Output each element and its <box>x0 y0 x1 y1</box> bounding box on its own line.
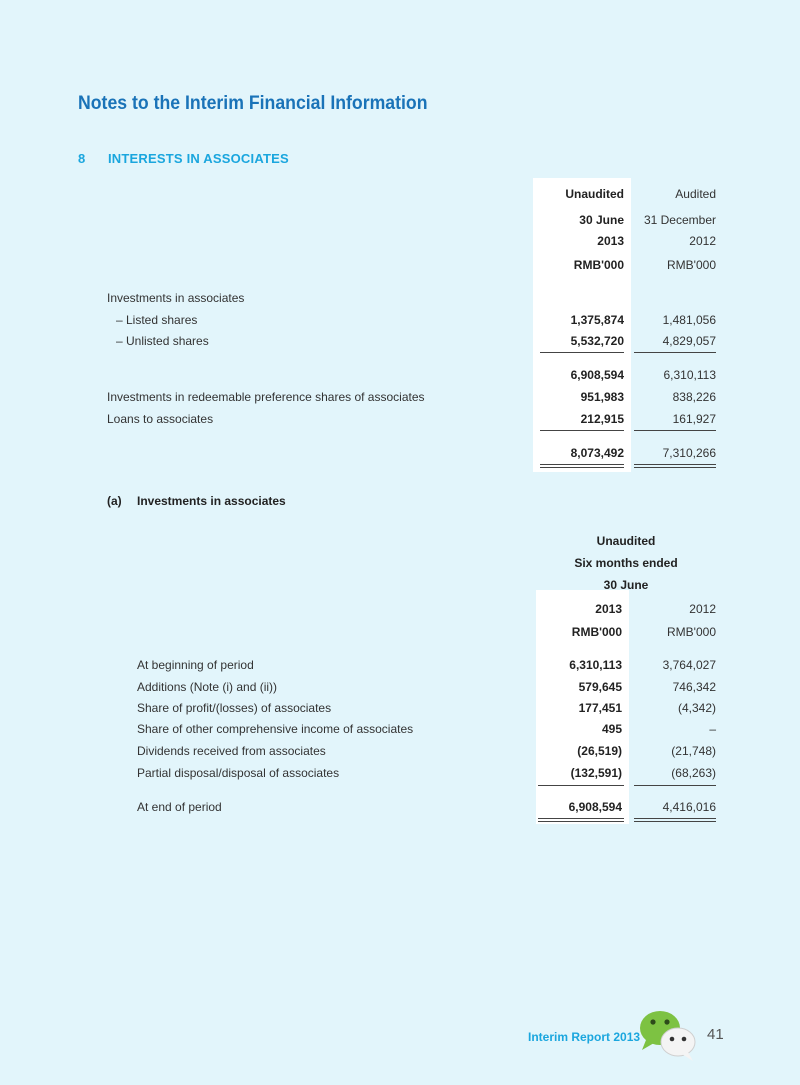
row-value-2013: 5,532,720 <box>570 334 624 348</box>
total-double-rule <box>634 818 716 822</box>
row-value-2013: 212,915 <box>580 412 624 426</box>
subsection-title: Investments in associates <box>137 494 286 508</box>
row-value-2012: 838,226 <box>672 390 716 404</box>
row-value-2013: 579,645 <box>578 680 622 694</box>
subsection-heading <box>107 494 286 508</box>
row-value-2013: 951,983 <box>580 390 624 404</box>
row-value-2012: 1,481,056 <box>662 313 716 327</box>
t1-col1-h2: 30 June <box>579 213 624 227</box>
row-label: At beginning of period <box>137 658 254 672</box>
row-value-2012: (4,342) <box>677 701 716 715</box>
footer-report-name: Interim Report 2013 <box>528 1030 641 1044</box>
section-number: 8 <box>78 151 86 166</box>
row-label: At end of period <box>137 800 222 814</box>
row-value-2012: (21,748) <box>671 744 716 758</box>
row-label: Share of profit/(losses) of associates <box>137 701 332 715</box>
row-value-2012: 746,342 <box>672 680 716 694</box>
t1-col1-h4: RMB'000 <box>573 258 624 272</box>
subtotal-rule <box>538 785 624 786</box>
row-value-2013: 177,451 <box>578 701 622 715</box>
t2-header-line2: Six months ended <box>574 556 678 570</box>
subtotal-rule <box>540 430 624 431</box>
t2-header-line1: Unaudited <box>596 534 656 548</box>
row-value-2013: 6,310,113 <box>569 658 622 672</box>
row-value-2012: (68,263) <box>671 766 716 780</box>
page-number: 41 <box>707 1026 724 1043</box>
row-value-2013: 8,073,492 <box>570 446 624 460</box>
t1-col2-h3: 2012 <box>689 234 716 248</box>
t1-col2-h2: 31 December <box>643 213 716 227</box>
t2-col2-h2: RMB'000 <box>667 625 716 639</box>
row-value-2012: 161,927 <box>672 412 716 426</box>
row-value-2012: 4,829,057 <box>662 334 716 348</box>
chat-bubbles-logo <box>636 1006 698 1064</box>
row-label: – Unlisted shares <box>116 334 209 348</box>
t1-col1-h1: Unaudited <box>565 187 624 201</box>
t2-header-line3: 30 June <box>603 578 649 592</box>
row-label: Share of other comprehensive income of associates <box>137 722 414 736</box>
row-value-2012: 3,764,027 <box>662 658 716 672</box>
row-label: Investments in redeemable preference shares of associates <box>107 390 425 404</box>
row-value-2013: (26,519) <box>577 744 622 758</box>
t2-col2-h1: 2012 <box>689 602 716 616</box>
total-double-rule <box>538 818 624 822</box>
row-label: Partial disposal/disposal of associates <box>137 766 340 780</box>
section-title: INTERESTS IN ASSOCIATES <box>108 151 289 166</box>
total-double-rule <box>540 464 624 468</box>
row-value-2013: 6,908,594 <box>568 800 622 814</box>
section-heading <box>78 151 289 166</box>
row-value-2013: 1,375,874 <box>570 313 624 327</box>
subtotal-rule <box>634 352 716 353</box>
subsection-tag: (a) <box>107 494 122 508</box>
row-value-2013: 6,908,594 <box>570 368 624 382</box>
row-label: – Listed shares <box>116 313 198 327</box>
row-value-2012: 4,416,016 <box>662 800 716 814</box>
subtotal-rule <box>540 352 624 353</box>
t2-col1-h1: 2013 <box>595 602 622 616</box>
t1-group-label: Investments in associates <box>107 291 245 305</box>
row-value-2013: (132,591) <box>570 766 622 780</box>
t1-col2-h1: Audited <box>675 187 716 201</box>
total-double-rule <box>634 464 716 468</box>
page-title: Notes to the Interim Financial Information <box>78 93 428 114</box>
row-value-2012: 6,310,113 <box>663 368 716 382</box>
row-label: Loans to associates <box>107 412 214 426</box>
row-value-2013: 495 <box>601 722 622 736</box>
subtotal-rule <box>634 785 716 786</box>
t1-col1-h3: 2013 <box>597 234 624 248</box>
row-label: Dividends received from associates <box>137 744 326 758</box>
row-label: Additions (Note (i) and (ii)) <box>137 680 278 694</box>
row-value-2012: – <box>709 722 716 736</box>
t2-col1-h2: RMB'000 <box>571 625 622 639</box>
row-value-2012: 7,310,266 <box>662 446 716 460</box>
subtotal-rule <box>634 430 716 431</box>
t1-col2-h4: RMB'000 <box>667 258 716 272</box>
